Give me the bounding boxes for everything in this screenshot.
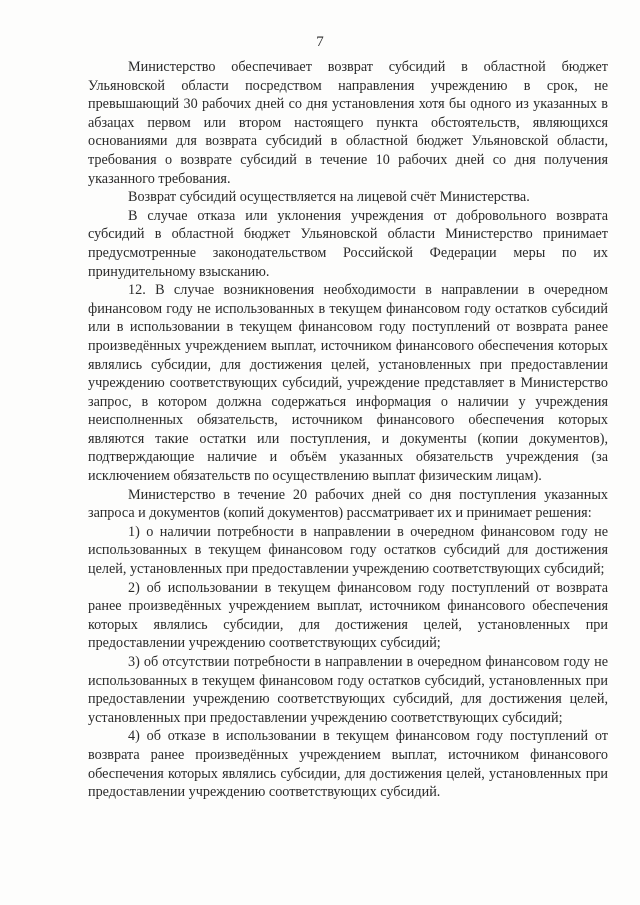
list-item-decision-4: 4) об отказе в использовании в текущем финансовом году поступлений от возврата ранее произведённых учреждением выплат, источником финансового обеспечения которых являлись субсидии, для достижения целей, установленных при предоставлении учреждению соответствующих субсидий. [88, 728, 608, 801]
page-number: 7 [316, 34, 324, 50]
paragraph-return-account: Возврат субсидий осуществляется на лицевой счёт Министерства. [128, 189, 530, 206]
paragraph-return-procedure: Министерство обеспечивает возврат субсидий в областной бюджет Ульяновской области посредством направления учреждению в срок, не превышающий 30 рабочих дней со дня установления хотя бы одного из указанных в абзацах первом или втором настоящего пункта обстоятельств, являющихся основаниями для возврата субсидий в областной бюджет Ульяновской области, требования о возврате субсидий в течение 10 рабочих дней со дня получения указанного требования. [88, 59, 608, 187]
paragraph-refusal: В случае отказа или уклонения учреждения от добровольного возврата субсидий в областной бюджет Ульяновской области Министерство принимает предусмотренные законодательством Российской Федерации меры по их принудительному взысканию. [88, 207, 608, 280]
list-item-decision-1: 1) о наличии потребности в направлении в очередном финансовом году не использованных в текущем финансовом году остатков субсидий для достижения целей, установленных при предоставлении учреждению соответствующих субсидий; [88, 523, 608, 578]
document-body [88, 58, 608, 802]
list-item-decision-2: 2) об использовании в текущем финансовом году поступлений от возврата ранее произведённых учреждением выплат, источником финансового обеспечения которых являлись субсидии, для достижения целей, установленных при предоставлении учреждению соответствующих субсидий; [88, 579, 608, 652]
list-item-decision-3: 3) об отсутствии потребности в направлении в очередном финансовом году не использованных в текущем финансовом году остатков субсидий, установленных при предоставлении учреждению соответствующих субсидий, для достижения целей, установленных при предоставлении учреждению соответствующих субсидий; [88, 654, 608, 726]
paragraph-clause-12: 12. В случае возникновения необходимости в направлении в очередном финансовом году не использованных в текущем финансовом году остатков субсидий или в использовании в текущем финансовом году поступлений от возврата ранее произведённых учреждением выплат, источником финансового обеспечения которых являлись субсидии, для достижения целей, установленных при предоставлении учреждению соответствующих субсидий, учреждение представляет в Министерство запрос, в котором должна содержаться информация о наличии у учреждения неисполненных обязательств, источником финансового обеспечения которых являются такие остатки или поступления, и документы (копии документов), подтверждающие наличие и объём указанных обязательств учреждения (за исключением обязательств по осуществлению выплат физическим лицам). [88, 282, 608, 485]
paragraph-ministry-decisions: Министерство в течение 20 рабочих дней со дня поступления указанных запроса и документов (копий документов) рассматривает их и принимает решения: [88, 486, 608, 522]
